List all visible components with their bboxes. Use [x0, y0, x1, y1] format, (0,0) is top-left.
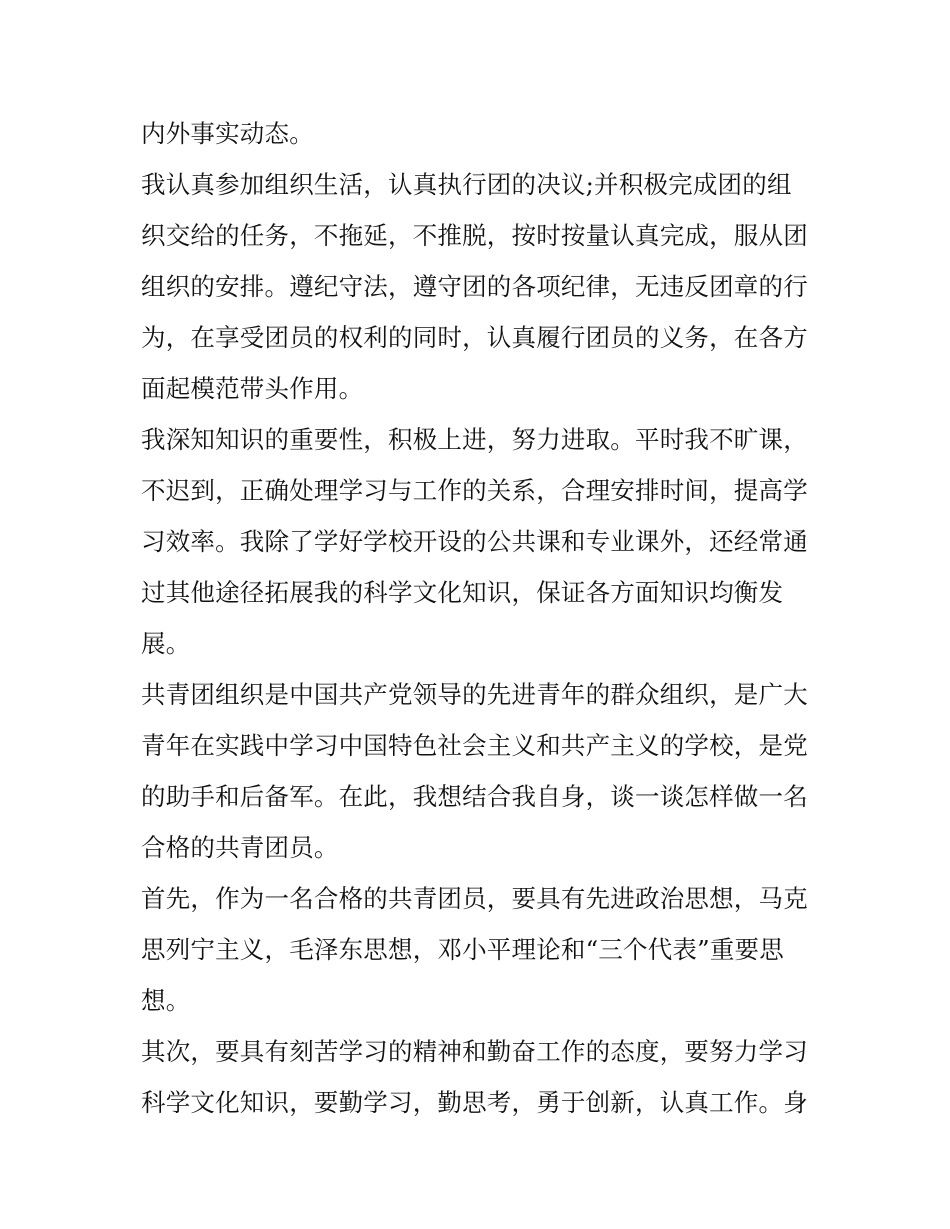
text-line: 思列宁主义，毛泽东思想，邓小平理论和“三个代表”重要思 — [141, 935, 784, 964]
text-line: 共青团组织是中国共产党领导的先进青年的群众组织，是广大 — [141, 680, 808, 709]
text-line: 想。 — [141, 986, 191, 1015]
text-line: 的助手和后备军。在此，我想结合我自身，谈一谈怎样做一名 — [141, 782, 808, 811]
document-body — [141, 108, 821, 1128]
text-line: 面起模范带头作用。 — [141, 374, 364, 403]
text-line: 首先，作为一名合格的共青团员，要具有先进政治思想，马克 — [141, 884, 808, 913]
text-line: 我深知知识的重要性，积极上进，努力进取。平时我不旷课， — [141, 425, 808, 454]
text-line: 科学文化知识，要勤学习，勤思考，勇于创新，认真工作。身 — [141, 1088, 808, 1117]
text-line: 其次，要具有刻苦学习的精神和勤奋工作的态度，要努力学习 — [141, 1037, 808, 1066]
text-line: 习效率。我除了学好学校开设的公共课和专业课外，还经常通 — [141, 527, 808, 556]
text-line: 内外事实动态。 — [141, 119, 314, 148]
text-line: 展。 — [141, 629, 191, 658]
text-line: 过其他途径拓展我的科学文化知识，保证各方面知识均衡发 — [141, 578, 784, 607]
text-line: 青年在实践中学习中国特色社会主义和共产主义的学校，是党 — [141, 731, 808, 760]
text-line: 组织的安排。遵纪守法，遵守团的各项纪律，无违反团章的行 — [141, 272, 808, 301]
text-line: 合格的共青团员。 — [141, 833, 339, 862]
text-line: 织交给的任务，不拖延，不推脱，按时按量认真完成，服从团 — [141, 221, 808, 250]
text-line: 不迟到，正确处理学习与工作的关系，合理安排时间，提高学 — [141, 476, 808, 505]
text-line: 为，在享受团员的权利的同时，认真履行团员的义务，在各方 — [141, 323, 808, 352]
text-line: 我认真参加组织生活，认真执行团的决议;并积极完成团的组 — [141, 170, 792, 199]
